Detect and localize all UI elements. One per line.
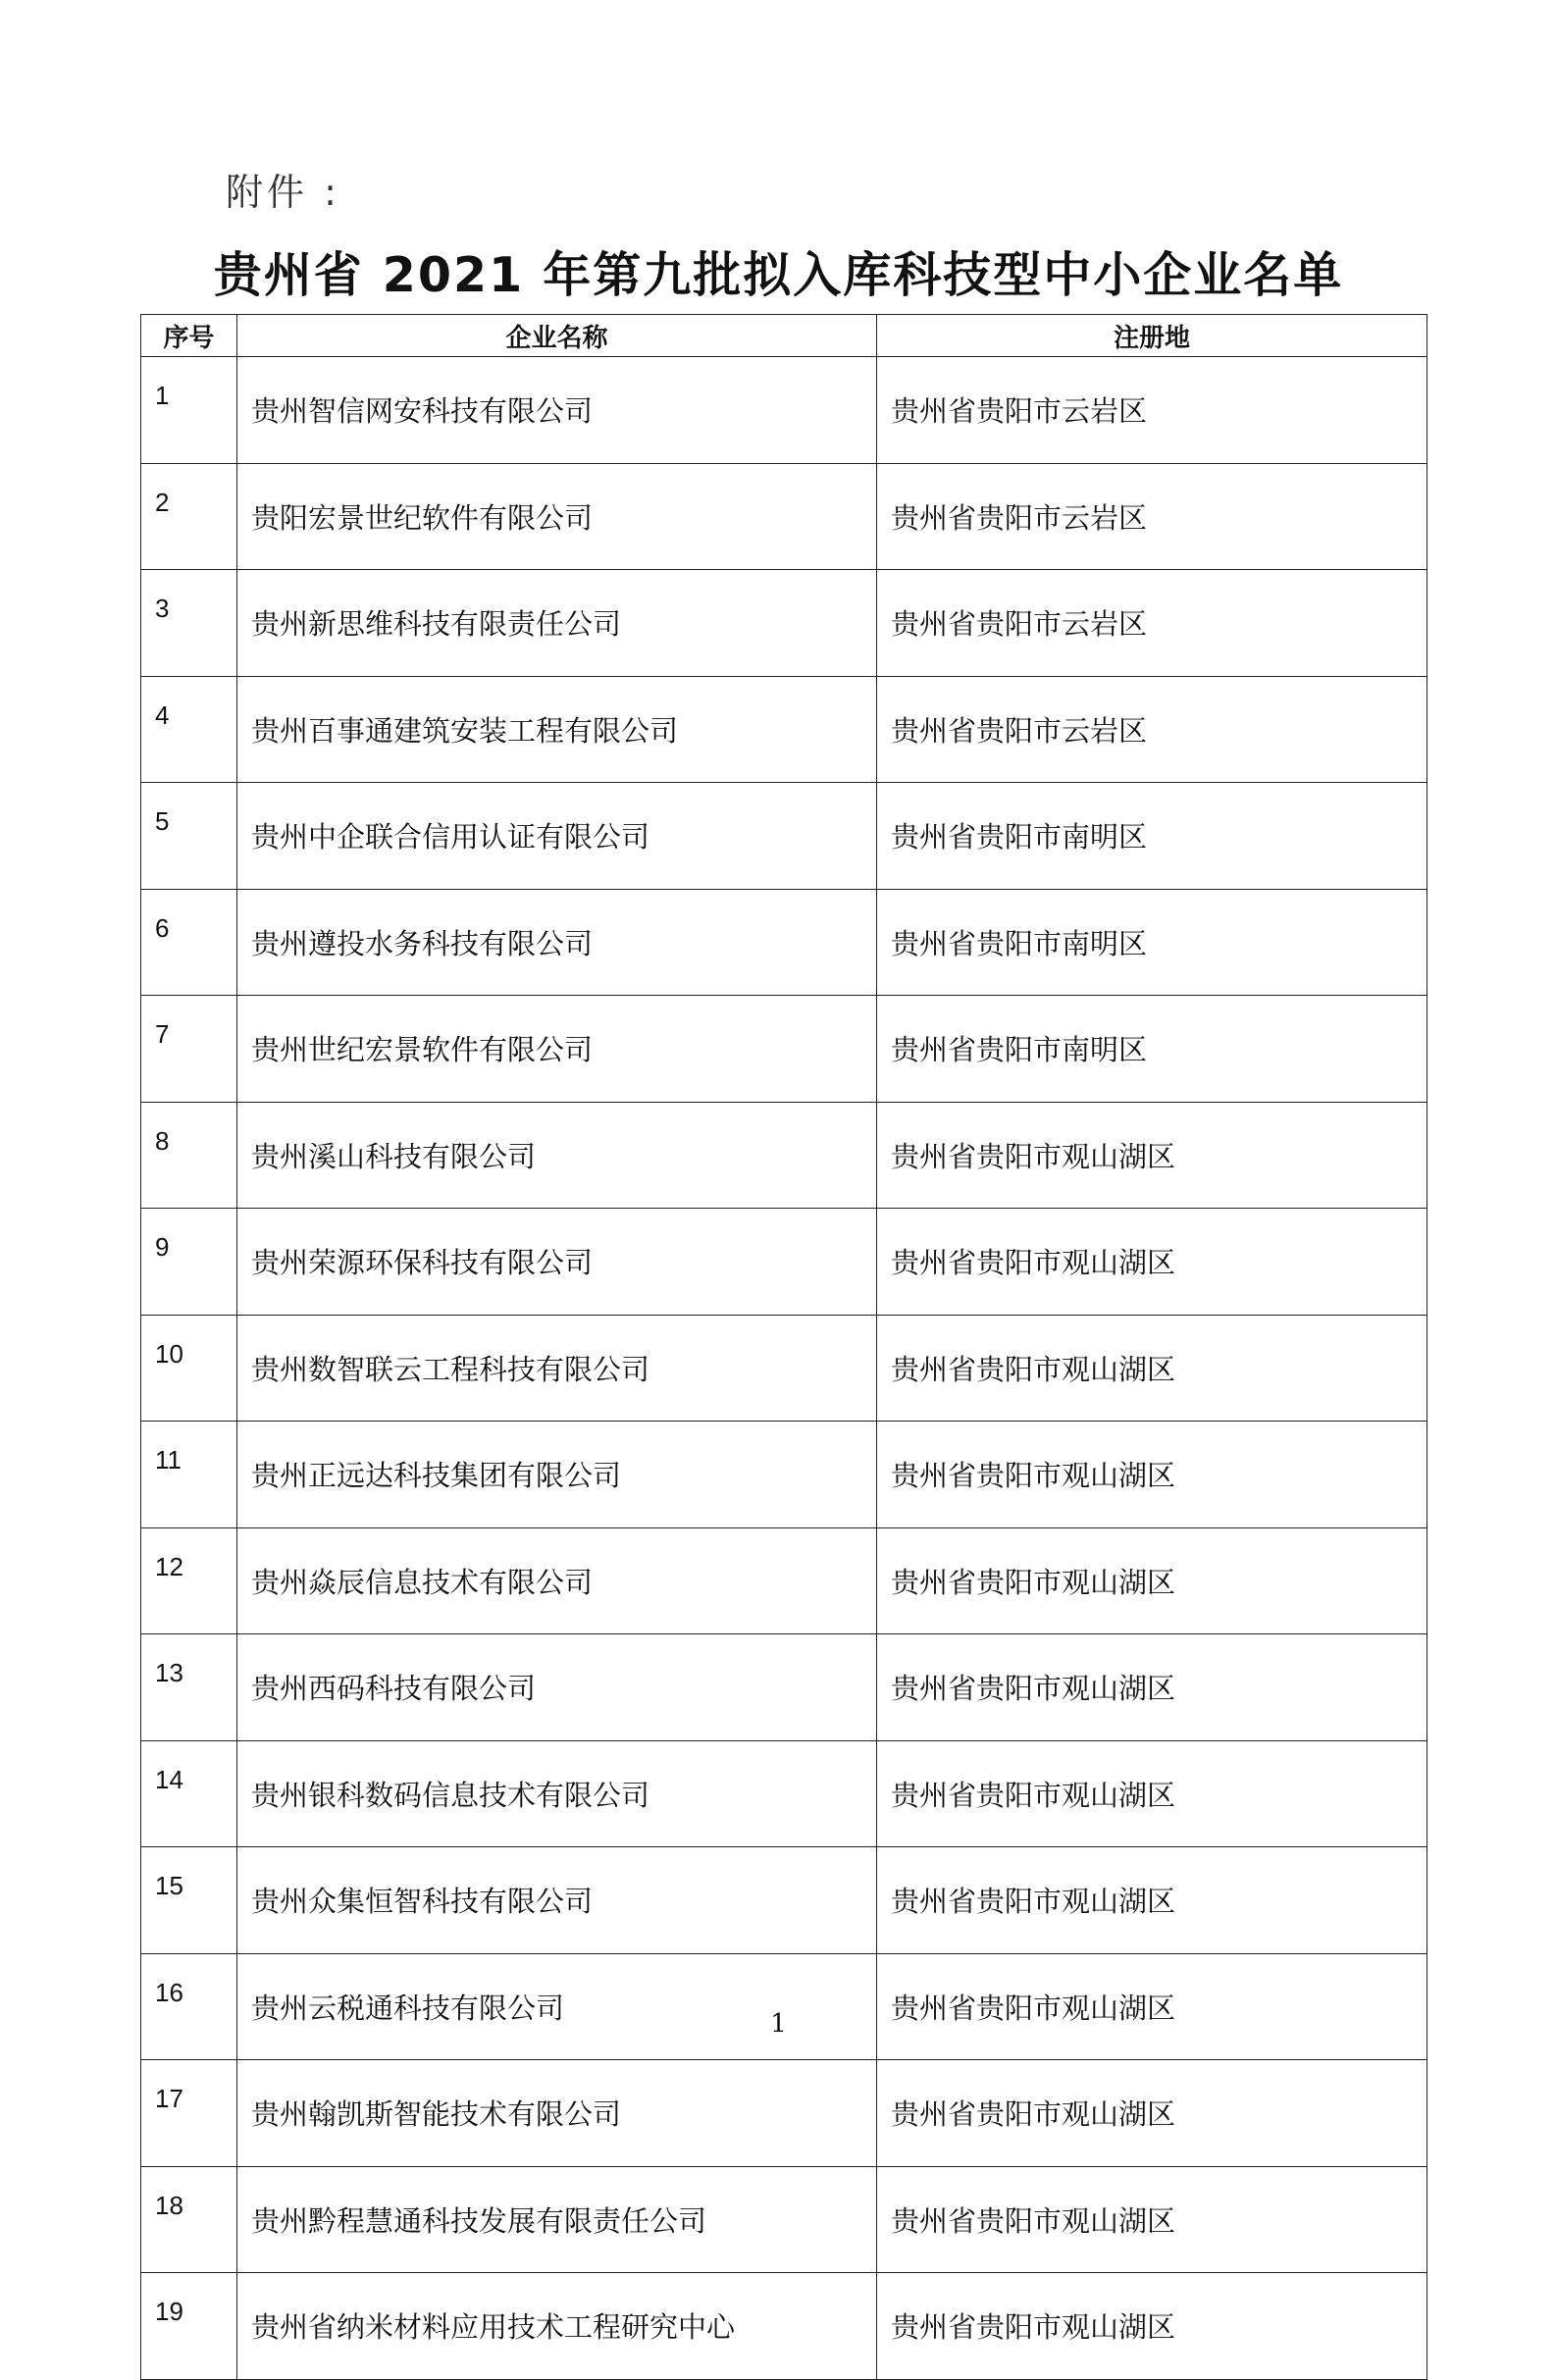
row-registered-location: 贵州省贵阳市观山湖区: [877, 1315, 1427, 1422]
table-row: [141, 996, 1427, 1103]
row-serial-number: 12: [141, 1527, 237, 1634]
row-enterprise-name: 贵州翰凯斯智能技术有限公司: [237, 2060, 877, 2167]
table-row: [141, 676, 1427, 783]
row-registered-location: 贵州省贵阳市云岩区: [877, 357, 1427, 464]
row-serial-number: 17: [141, 2060, 237, 2167]
row-registered-location: 贵州省贵阳市观山湖区: [877, 1740, 1427, 1847]
document-title: 贵州省 2021 年第九批拟入库科技型中小企业名单: [213, 247, 1344, 303]
table-body: [141, 357, 1427, 2380]
table-row: [141, 1634, 1427, 1741]
table-row: [141, 1847, 1427, 1954]
row-enterprise-name: 贵州省纳米材料应用技术工程研究中心: [237, 2273, 877, 2380]
row-enterprise-name: 贵州数智联云工程科技有限公司: [237, 1315, 877, 1422]
row-enterprise-name: 贵州荣源环保科技有限公司: [237, 1209, 877, 1316]
row-serial-number: 11: [141, 1422, 237, 1528]
row-enterprise-name: 贵州云税通科技有限公司: [237, 1953, 877, 2060]
row-enterprise-name: 贵州银科数码信息技术有限公司: [237, 1740, 877, 1847]
table-row: [141, 1527, 1427, 1634]
table-row: [141, 1102, 1427, 1209]
row-registered-location: 贵州省贵阳市云岩区: [877, 570, 1427, 677]
row-serial-number: 13: [141, 1634, 237, 1741]
header-serial-number: 序号: [141, 315, 237, 357]
row-registered-location: 贵州省贵阳市南明区: [877, 783, 1427, 890]
page-number: 1: [770, 2009, 787, 2039]
table-row: [141, 570, 1427, 677]
row-serial-number: 2: [141, 463, 237, 570]
header-enterprise-name: 企业名称: [237, 315, 877, 357]
table-row: [141, 783, 1427, 890]
row-enterprise-name: 贵州溪山科技有限公司: [237, 1102, 877, 1209]
table-row: [141, 889, 1427, 996]
row-registered-location: 贵州省贵阳市观山湖区: [877, 1527, 1427, 1634]
row-registered-location: 贵州省贵阳市云岩区: [877, 463, 1427, 570]
table-row: [141, 2166, 1427, 2273]
row-serial-number: 18: [141, 2166, 237, 2273]
table-row: [141, 1953, 1427, 2060]
row-serial-number: 19: [141, 2273, 237, 2380]
row-enterprise-name: 贵阳宏景世纪软件有限公司: [237, 463, 877, 570]
table-row: [141, 1209, 1427, 1316]
row-registered-location: 贵州省贵阳市观山湖区: [877, 1953, 1427, 2060]
row-registered-location: 贵州省贵阳市观山湖区: [877, 2273, 1427, 2380]
row-enterprise-name: 贵州世纪宏景软件有限公司: [237, 996, 877, 1103]
table-row: [141, 357, 1427, 464]
row-registered-location: 贵州省贵阳市观山湖区: [877, 2166, 1427, 2273]
row-enterprise-name: 贵州众集恒智科技有限公司: [237, 1847, 877, 1954]
row-enterprise-name: 贵州新思维科技有限责任公司: [237, 570, 877, 677]
row-enterprise-name: 贵州遵投水务科技有限公司: [237, 889, 877, 996]
row-enterprise-name: 贵州黔程慧通科技发展有限责任公司: [237, 2166, 877, 2273]
row-serial-number: 14: [141, 1740, 237, 1847]
row-serial-number: 7: [141, 996, 237, 1103]
row-serial-number: 15: [141, 1847, 237, 1954]
row-registered-location: 贵州省贵阳市观山湖区: [877, 1634, 1427, 1741]
row-serial-number: 9: [141, 1209, 237, 1316]
enterprise-table: [140, 314, 1427, 2380]
header-registered-location: 注册地: [877, 315, 1427, 357]
attachment-label: 附件 :: [226, 171, 340, 214]
row-registered-location: 贵州省贵阳市观山湖区: [877, 1847, 1427, 1954]
row-serial-number: 16: [141, 1953, 237, 2060]
row-enterprise-name: 贵州西码科技有限公司: [237, 1634, 877, 1741]
table-row: [141, 463, 1427, 570]
row-registered-location: 贵州省贵阳市云岩区: [877, 676, 1427, 783]
row-registered-location: 贵州省贵阳市观山湖区: [877, 1422, 1427, 1528]
row-serial-number: 1: [141, 357, 237, 464]
row-registered-location: 贵州省贵阳市南明区: [877, 996, 1427, 1103]
table-row: [141, 2060, 1427, 2167]
table-row: [141, 1315, 1427, 1422]
row-serial-number: 10: [141, 1315, 237, 1422]
table-row: [141, 1740, 1427, 1847]
row-registered-location: 贵州省贵阳市观山湖区: [877, 1209, 1427, 1316]
row-enterprise-name: 贵州中企联合信用认证有限公司: [237, 783, 877, 890]
row-enterprise-name: 贵州百事通建筑安装工程有限公司: [237, 676, 877, 783]
row-serial-number: 8: [141, 1102, 237, 1209]
row-registered-location: 贵州省贵阳市观山湖区: [877, 2060, 1427, 2167]
row-serial-number: 4: [141, 676, 237, 783]
table-row: [141, 2273, 1427, 2380]
row-serial-number: 3: [141, 570, 237, 677]
row-registered-location: 贵州省贵阳市南明区: [877, 889, 1427, 996]
row-serial-number: 6: [141, 889, 237, 996]
row-serial-number: 5: [141, 783, 237, 890]
row-enterprise-name: 贵州正远达科技集团有限公司: [237, 1422, 877, 1528]
row-registered-location: 贵州省贵阳市观山湖区: [877, 1102, 1427, 1209]
row-enterprise-name: 贵州智信网安科技有限公司: [237, 357, 877, 464]
table-row: [141, 1422, 1427, 1528]
table-header-row: [141, 315, 1427, 357]
row-enterprise-name: 贵州焱辰信息技术有限公司: [237, 1527, 877, 1634]
